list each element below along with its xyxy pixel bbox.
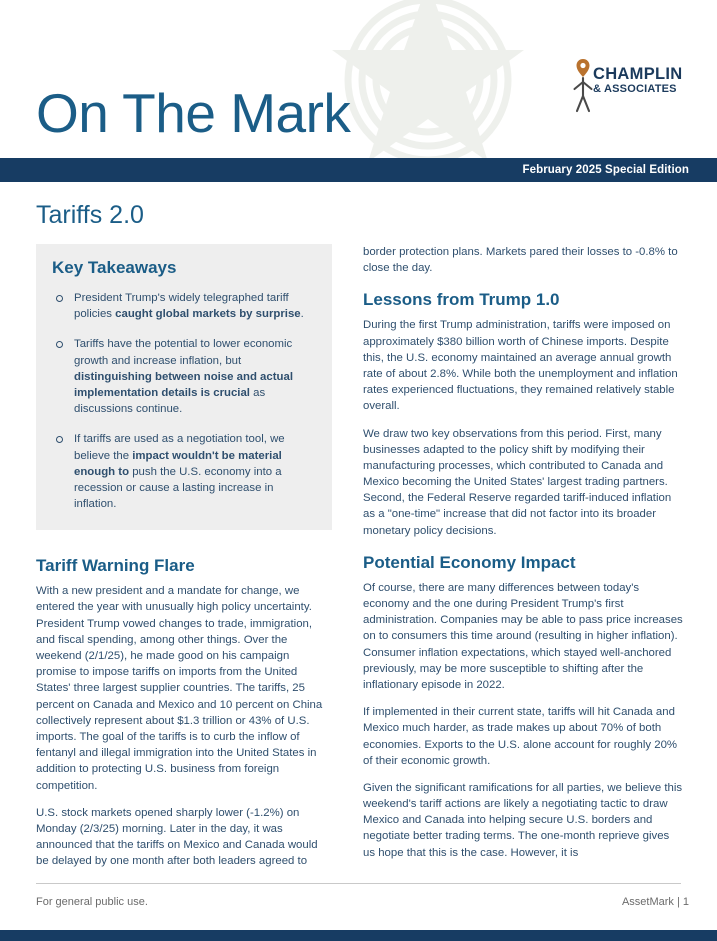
footer-divider <box>36 883 681 884</box>
list-item <box>52 336 316 417</box>
key-takeaways-box <box>36 244 332 530</box>
takeaway-text-end: push the U.S. economy into a recession or cause a lasting increase in inflation. <box>74 465 282 511</box>
page-footer <box>0 883 717 941</box>
takeaway-emphasis: caught global markets by surprise <box>115 308 301 321</box>
takeaway-text-end: as discussions continue. <box>74 386 266 416</box>
paragraph: With a new president and a mandate for change, we entered the year with unusually high policy uncertainty. President Trump vowed changes to trade, immigration, and fiscal spending, among other things. Over the weekend (2/1/25), he made good on his campaign promise to impose tariffs on imports from the United States' three largest supplier countries. The tariffs, 25 percent on Canada and Mexico and 10 percent on China collectively represent about $1.3 trillion or 43% of U.S. imports. The goal of the tariffs is to curb the inflow of fentanyl and illegal immigration into the United States in addition to protecting U.S. business from foreign competition. <box>36 585 323 792</box>
page-title: Tariffs 2.0 <box>36 201 144 229</box>
takeaway-emphasis: distinguishing between noise and actual implementation details is crucial <box>74 370 293 399</box>
takeaway-text: Tariffs have the potential to lower economic growth and increase inflation, but <box>74 338 293 367</box>
key-takeaways-heading: Key Takeaways <box>52 258 177 277</box>
paragraph: We draw two key observations from this period. First, many businesses adapted to the policy shift by modifying their manufacturing processes, which contributed to Canada and Mexico becoming the United States' largest trading partners. Second, the Federal Reserve regarded tariff-induced inflation as a "one-time" increase that did not factor into its broader monetary policy decisions. <box>363 427 672 537</box>
takeaway-text: President Trump's widely telegraphed tariff policies <box>74 292 289 321</box>
paragraph: U.S. stock markets opened sharply lower (-1.2%) on Monday (2/3/25) morning. Later in the day, it was announced that the tariffs on Mexico and Canada would be delayed by one month after both leaders agreed to <box>36 806 318 868</box>
footer-disclaimer: For general public use. <box>36 896 148 908</box>
takeaway-text: If tariffs are used as a negotiation tool, we believe the <box>74 433 285 462</box>
paragraph: Of course, there are many differences between today's economy and the one during President Trump's first administration. Companies may be able to pass price increases on to consumers this time around (resulting in higher inflation). Consumer inflation expectations, which stayed well-anchored previously, may be more susceptible to shifting after the inflationary episode in 2022. <box>363 581 683 691</box>
masthead <box>0 0 717 158</box>
paragraph-continuation: border protection plans. Markets pared their losses to -0.8% to close the day. <box>363 246 678 275</box>
paragraph: During the first Trump administration, tariffs were imposed on approximately $380 billion worth of Chinese imports. Despite this, the U.S. economy maintained an average annual growth rate of about 2.8%. While both the unemployment and inflation rates experienced fluctuations, they remained relatively stable overall. <box>363 319 678 413</box>
left-column <box>36 244 332 869</box>
footer-bottom-bar <box>0 930 717 941</box>
edition-bar <box>0 158 717 182</box>
takeaway-emphasis: impact wouldn't be material enough to <box>74 449 282 478</box>
section-heading-lessons-from-trump-1: Lessons from Trump 1.0 <box>363 290 560 310</box>
paragraph: If implemented in their current state, tariffs will hit Canada and Mexico much harder, as trade makes up about 70% of both economies. Exports to the U.S. alone account for roughly 20% of their economic growth. <box>363 706 678 767</box>
right-column <box>363 244 683 869</box>
edition-label: February 2025 Special Edition <box>522 164 689 176</box>
footer-page-number: AssetMark | 1 <box>621 896 689 908</box>
paragraph: Given the significant ramifications for all parties, we believe this weekend's tariff actions are likely a negotiating tactic to draw Mexico and Canada into helping secure U.S. borders and negotiate better trading terms. The one-month reprieve gives us hope that this is the case. However, it is <box>363 781 683 859</box>
page-masthead-title: On The Mark <box>36 82 351 144</box>
section-heading-potential-economy-impact: Potential Economy Impact <box>363 552 576 572</box>
section-heading-tariff-warning-flare: Tariff Warning Flare <box>36 556 195 576</box>
takeaway-text-end: . <box>300 308 304 321</box>
list-item <box>52 431 316 512</box>
person-logo-icon <box>571 56 595 114</box>
article-columns <box>0 244 717 869</box>
logo-subtitle: & ASSOCIATES <box>593 83 677 95</box>
key-takeaways-list <box>52 290 316 512</box>
champlin-logo <box>571 52 691 114</box>
logo-name: CHAMPLIN <box>593 65 683 83</box>
list-item <box>52 290 316 322</box>
